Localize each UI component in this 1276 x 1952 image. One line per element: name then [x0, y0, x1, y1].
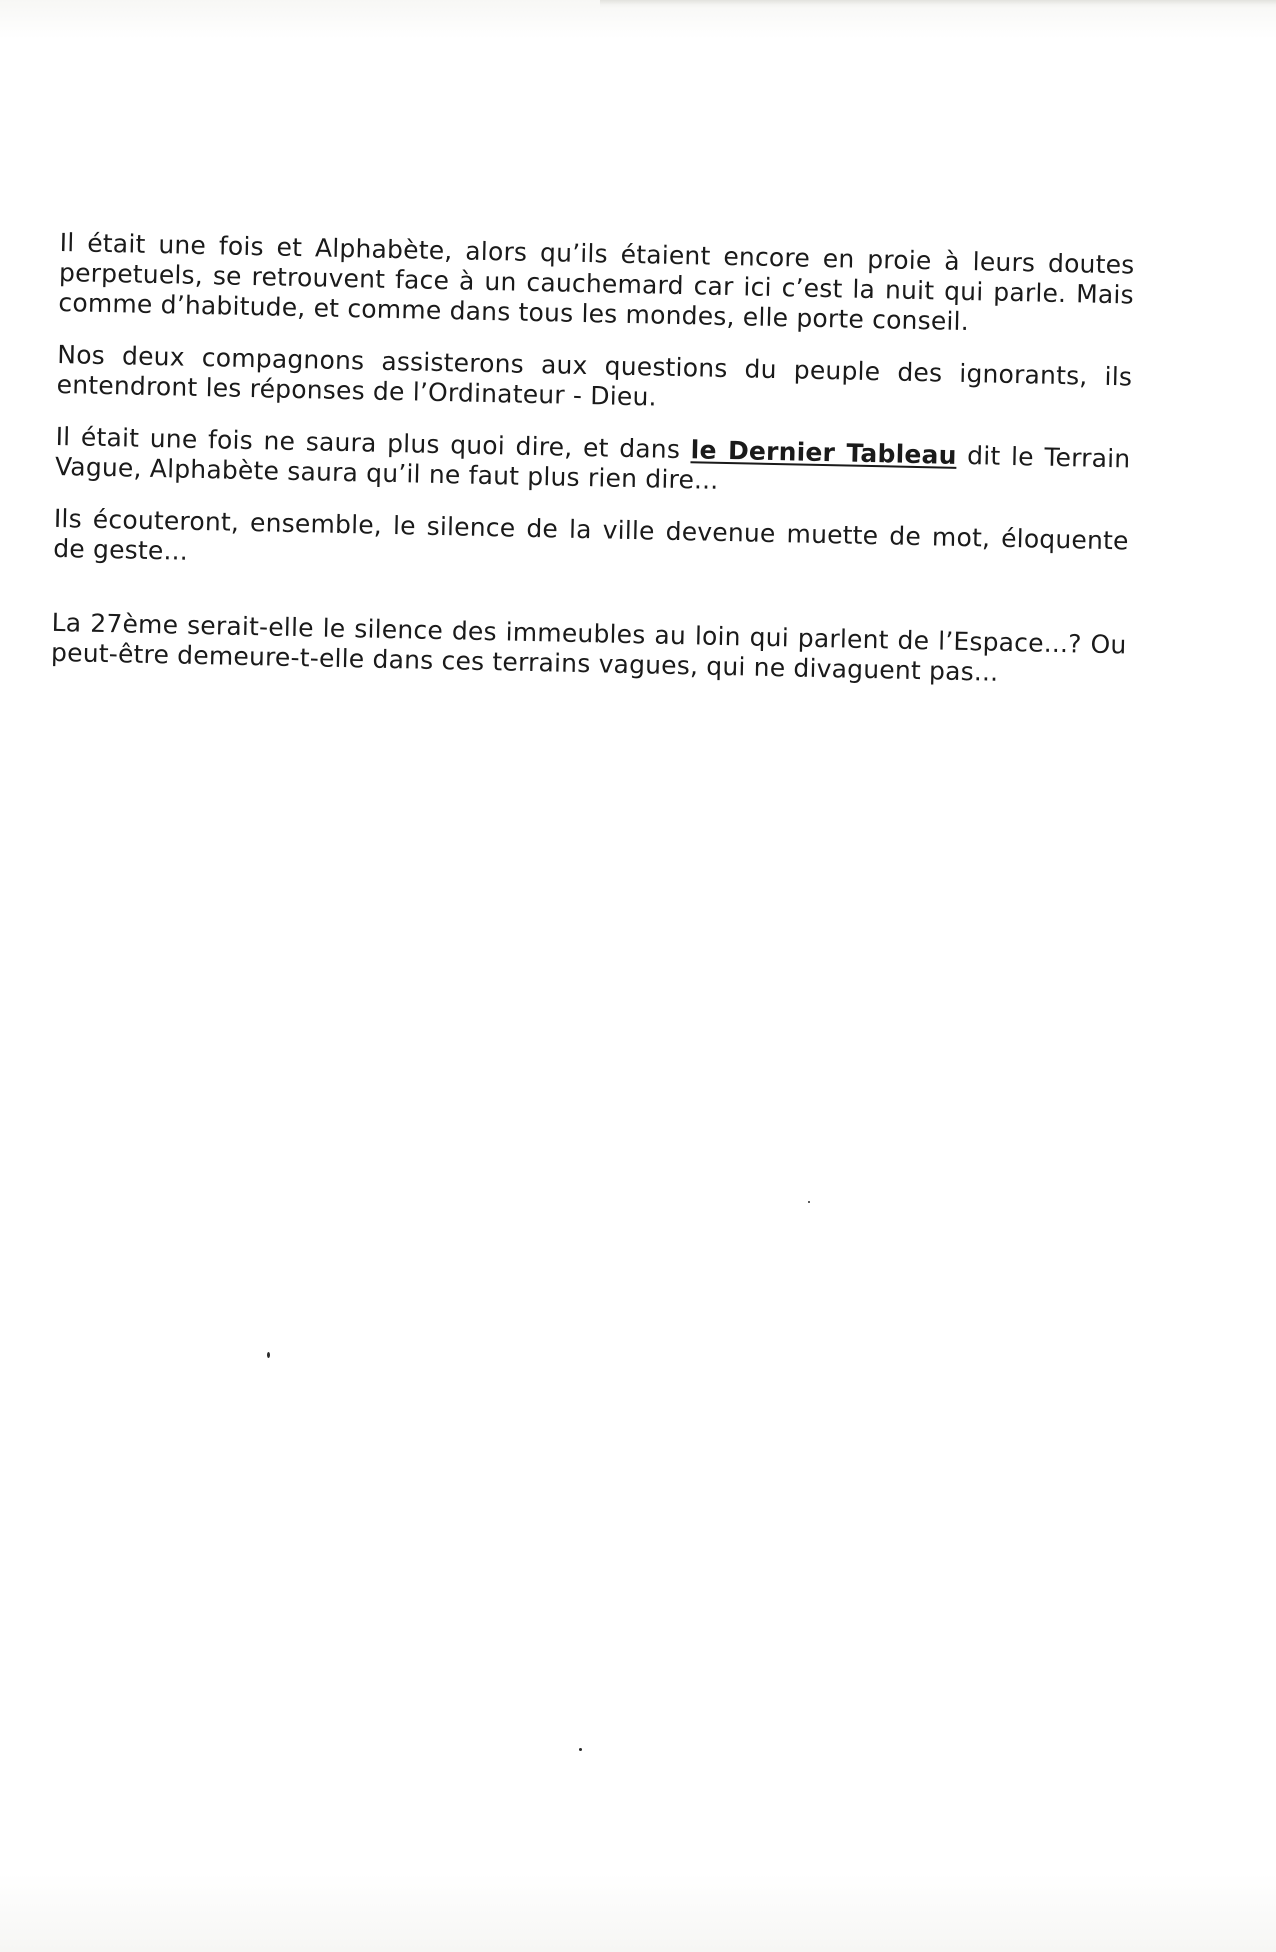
paper-speck [808, 1201, 810, 1203]
paragraph-3 [55, 422, 1131, 504]
paper-edge-shadow [600, 0, 1276, 8]
paragraph-4: Ils écouteront, ensemble, le silence de la ville devenue muette de mot, éloquente de geste... [52, 503, 1129, 566]
paragraph-1: Il était une fois et Alphabète, alors qu’ils étaient encore en proie à leurs doutes perpetuels, se retrouvent face à un cauchemard car ici c’est la nuit qui parle. Mais comme d’habitude, et comme dans tous les mondes, elle porte conseil. [58, 228, 1135, 337]
paragraph-5: La 27ème serait-elle le silence des immeubles au loin qui parlent de l’Espace...? Ou peut-être demeure-t-elle dans ces terrains vagues, qui ne divaguent pas... [50, 607, 1127, 687]
underlined-title: le Dernier Tableau [690, 435, 957, 470]
body-text [50, 228, 1134, 712]
paragraph-3-before: Il était une fois ne saura plus quoi dire, et dans [55, 421, 692, 465]
paper-speck [267, 1352, 270, 1358]
paragraph-3-after: dit le Terrain Vague, Alphabète saura qu’il ne faut plus rien dire... [54, 440, 1131, 495]
paper-speck [579, 1748, 582, 1751]
paragraph-2: Nos deux compagnons assisterons aux questions du peuple des ignorants, ils entendront les réponses de l’Ordinateur - Dieu. [56, 339, 1133, 412]
